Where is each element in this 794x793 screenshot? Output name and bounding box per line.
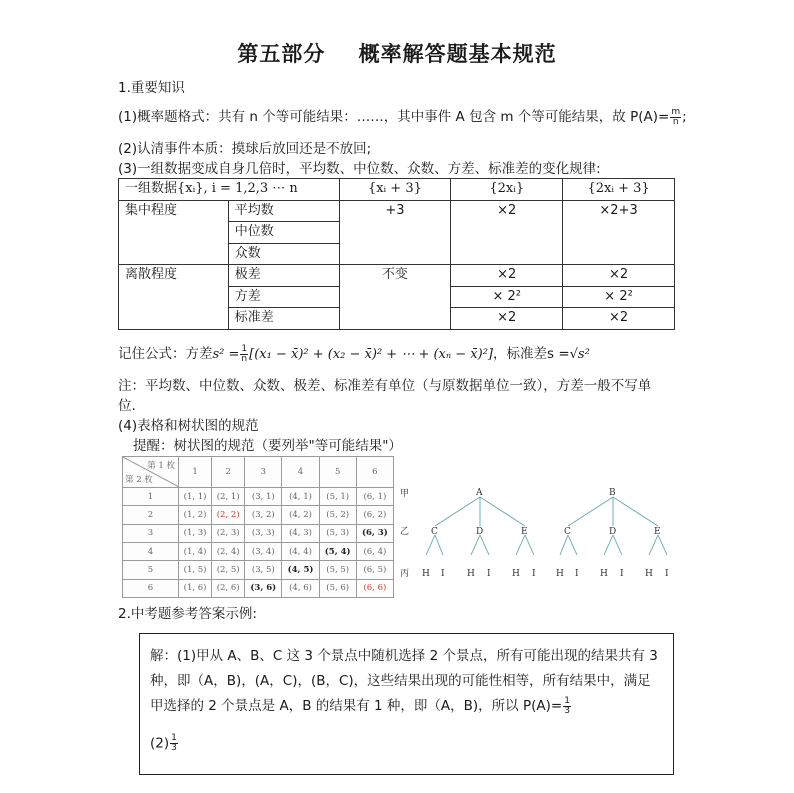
tree-level-bing: 丙 (400, 569, 410, 579)
stats-header-times2: {2xᵢ} (451, 179, 563, 201)
dice-col-header: 6 (356, 457, 393, 488)
row-label-mode: 众数 (228, 243, 339, 265)
dice-cell: (2, 6) (212, 579, 245, 597)
dice-cell: (2, 3) (212, 524, 245, 542)
dice-cell: (3, 5) (245, 561, 282, 579)
tree-mid-node: D (609, 527, 617, 537)
dice-row (123, 506, 394, 524)
kp1-fraction (670, 108, 681, 127)
answer-frac2-num: 1 (171, 733, 177, 743)
range-times2: ×2 (451, 265, 563, 287)
tree-leaf: H (512, 569, 520, 579)
dice-col-header: 1 (179, 457, 212, 488)
stats-header-row (119, 179, 675, 201)
section4-heading: (4)表格和树状图的规范 (118, 418, 259, 434)
dice-cell: (2, 2) (212, 506, 245, 524)
tree-leaf: H (556, 569, 564, 579)
tree-leaf: I (487, 569, 491, 579)
dice-cell: (4, 5) (282, 561, 319, 579)
dice-cell: (2, 4) (212, 542, 245, 560)
stddev-times2plus3: ×2 (563, 308, 675, 330)
formula-frac-den: n (241, 353, 248, 364)
section2-heading: 2.中考题参考答案示例: (118, 606, 257, 622)
variance-times2: × 2² (451, 286, 563, 308)
answer-frac1-den: 3 (564, 705, 570, 716)
dice-row-label: 6 (123, 579, 179, 597)
formula-frac-num: 1 (241, 343, 248, 354)
answer-box (139, 633, 674, 775)
knowledge-point-2: (2)认清事件本质：摸球后放回还是不放回; (118, 141, 372, 157)
dice-cell: (3, 3) (245, 524, 282, 542)
tree-mid-node: E (521, 527, 528, 537)
section1-heading: 1.重要知识 (118, 80, 185, 96)
tree-hint: 提醒：树状图的规范（要列举"等可能结果"） (133, 438, 402, 454)
dice-corner-cell (123, 457, 179, 488)
dice-cell: (5, 1) (319, 488, 356, 506)
dice-row-label: 1 (123, 488, 179, 506)
answer-fraction-2 (170, 734, 178, 753)
dice-row (123, 542, 394, 560)
tree-diagram (398, 483, 688, 583)
dice-cell: (5, 6) (319, 579, 356, 597)
stats-header-data: 一组数据{xᵢ}, i = 1,2,3 ⋯ n (119, 179, 340, 201)
tree-level-yi: 乙 (400, 527, 410, 537)
central-plus3-value: +3 (339, 200, 451, 265)
knowledge-point-3: (3)一组数据变成自身几倍时，平均数、中位数、众数、方差、标准差的变化规律: (118, 161, 601, 177)
dice-cell: (1, 2) (179, 506, 212, 524)
dice-cell: (5, 3) (319, 524, 356, 542)
dice-row-label: 2 (123, 506, 179, 524)
dice-row-label: 3 (123, 524, 179, 542)
dice-cell: (3, 1) (245, 488, 282, 506)
tree-level-jia: 甲 (400, 489, 410, 499)
tree-leaf: I (620, 569, 624, 579)
stddev-times2: ×2 (451, 308, 563, 330)
dice-cell: (1, 6) (179, 579, 212, 597)
dice-cell: (4, 1) (282, 488, 319, 506)
row-label-median: 中位数 (228, 222, 339, 244)
formula-fraction (240, 345, 248, 364)
dice-cell: (5, 4) (319, 542, 356, 560)
answer-line-3 (150, 694, 572, 716)
dice-corner-bottom: 第 2 枚 (125, 475, 153, 485)
dice-cell: (1, 3) (179, 524, 212, 542)
tree-leaf: H (645, 569, 653, 579)
variance-formula (118, 342, 590, 364)
row-label-mean: 平均数 (228, 200, 339, 222)
central-times2plus3-value: ×2+3 (563, 200, 675, 265)
tree-mid-node: D (476, 527, 484, 537)
tree-mid-node: E (654, 527, 661, 537)
answer-line-3-text: 甲选择的 2 个景点是 A，B 的结果有 1 种，即（A，B)，所以 P(A)= (150, 698, 563, 714)
dice-cell: (6, 4) (356, 542, 393, 560)
dice-col-header: 5 (319, 457, 356, 488)
tree-leaf: H (467, 569, 475, 579)
dice-row (123, 524, 394, 542)
knowledge-point-1 (118, 105, 687, 127)
dice-cell: (4, 6) (282, 579, 319, 597)
dice-cell: (6, 6) (356, 579, 393, 597)
dice-header-row (123, 457, 394, 488)
central-times2-value: ×2 (451, 200, 563, 265)
answer-line-1: 解：(1)甲从 A、B、C 这 3 个景点中随机选择 2 个景点，所有可能出现的结果共有 3 (150, 648, 658, 664)
dice-cell: (5, 2) (319, 506, 356, 524)
tree-leaf: I (441, 569, 445, 579)
answer-fraction-1 (563, 697, 571, 716)
dice-cell: (2, 1) (212, 488, 245, 506)
dice-cell: (1, 4) (179, 542, 212, 560)
kp1-frac-den: n (672, 116, 679, 127)
formula-mid: ，标准差s = (493, 346, 570, 362)
row-label-variance: 方差 (228, 286, 339, 308)
row-label-range: 极差 (228, 265, 339, 287)
dice-row (123, 579, 394, 597)
dice-cell: (3, 4) (245, 542, 282, 560)
answer-part2-label: (2) (150, 735, 170, 752)
tree-root-a: A (476, 488, 483, 498)
dice-row-label: 4 (123, 542, 179, 560)
tree-leaf: I (532, 569, 536, 579)
dice-cell: (3, 2) (245, 506, 282, 524)
formula-body: [(x₁ − x̄)² + (x₂ − x̄)² + ⋯ + (xₙ − x̄)²] (249, 347, 493, 362)
formula-prefix: 记住公式：方差 (118, 346, 213, 362)
dice-cell: (4, 4) (282, 542, 319, 560)
dice-col-header: 3 (245, 457, 282, 488)
tree-mid-node: C (564, 527, 571, 537)
answer-frac2-den: 3 (171, 743, 177, 753)
answer-line-2: 种，即（A，B)，(A，C)，(B，C)，这些结果出现的可能性相等，所有结果中，满足 (150, 673, 651, 689)
dice-cell: (6, 2) (356, 506, 393, 524)
dice-corner-top: 第 1 枚 (147, 461, 175, 471)
tree-leaf: I (665, 569, 669, 579)
stats-change-table (118, 178, 675, 330)
dice-cell: (1, 1) (179, 488, 212, 506)
stats-header-plus3: {xᵢ + 3} (339, 179, 451, 201)
row-label-stddev: 标准差 (228, 308, 339, 330)
stats-row-range (119, 265, 675, 287)
note-line-1: 注：平均数、中位数、众数、极差、标准差有单位（与原数据单位一致），方差一般不写单 (118, 378, 652, 394)
note-line-2: 位. (118, 398, 136, 414)
tree-mid-node: C (431, 527, 438, 537)
dice-cell: (4, 2) (282, 506, 319, 524)
dice-outcome-table (122, 456, 394, 598)
stats-header-times2plus3: {2xᵢ + 3} (563, 179, 675, 201)
dice-cell: (4, 3) (282, 524, 319, 542)
dice-cell: (2, 5) (212, 561, 245, 579)
dice-row-label: 5 (123, 561, 179, 579)
tree-leaf: I (575, 569, 579, 579)
kp1-text: (1)概率题格式：共有 n 个等可能结果：……，其中事件 A 包含 m 个等可能结果，故 P(A)= (118, 109, 670, 125)
variance-times2plus3: × 2² (563, 286, 675, 308)
kp1-frac-num: m (671, 106, 681, 117)
dice-cell: (1, 5) (179, 561, 212, 579)
tree-root-b: B (609, 488, 616, 498)
range-times2plus3: ×2 (563, 265, 675, 287)
tree-branches (426, 497, 667, 555)
dice-cell: (6, 5) (356, 561, 393, 579)
dice-row (123, 488, 394, 506)
stats-row-mean (119, 200, 675, 222)
group-dispersion: 离散程度 (119, 265, 229, 330)
dice-cell: (6, 1) (356, 488, 393, 506)
answer-frac1-num: 1 (564, 695, 570, 706)
dice-cell: (3, 6) (245, 579, 282, 597)
answer-line-4 (150, 734, 179, 753)
dice-row (123, 561, 394, 579)
dispersion-plus3-value: 不变 (339, 265, 451, 330)
dice-cell: (5, 5) (319, 561, 356, 579)
dice-col-header: 2 (212, 457, 245, 488)
group-central-tendency: 集中程度 (119, 200, 229, 265)
page-title: 第五部分 概率解答题基本规范 (237, 42, 557, 66)
dice-outcome-table-image (122, 456, 394, 598)
dice-cell: (6, 3) (356, 524, 393, 542)
dice-col-header: 4 (282, 457, 319, 488)
formula-sqrt: √s² (569, 347, 590, 362)
tree-leaf: H (600, 569, 608, 579)
formula-lhs: s² = (212, 347, 240, 362)
tree-leaf: H (422, 569, 430, 579)
kp1-suffix: ; (682, 109, 687, 125)
